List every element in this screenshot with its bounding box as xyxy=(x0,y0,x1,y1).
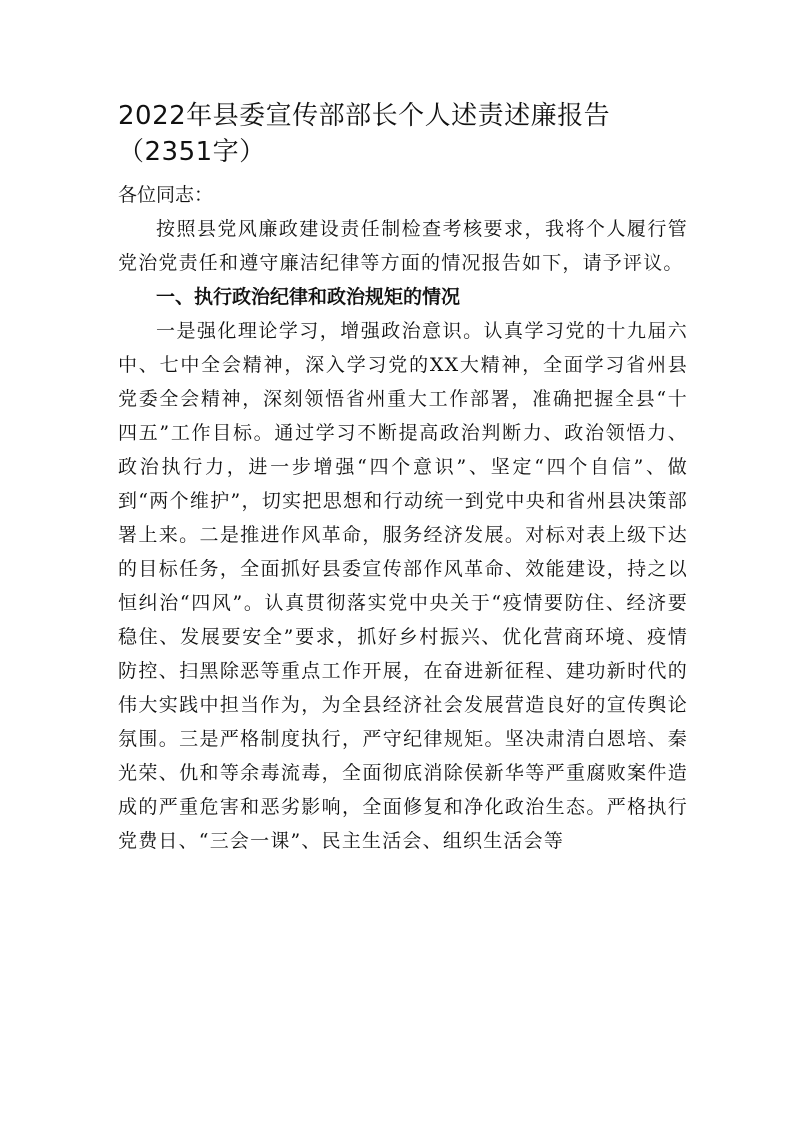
intro-paragraph: 按照县党风廉政建设责任制检查考核要求，我将个人履行管党治党责任和遵守廉洁纪律等方面的情况报告如下，请予评议。 xyxy=(118,218,688,274)
greeting: 各位同志： xyxy=(118,184,214,206)
section-1-heading: 一、执行政治纪律和政治规矩的情况 xyxy=(156,286,461,308)
document-body xyxy=(118,98,688,858)
section-1-paragraph: 一是强化理论学习，增强政治意识。认真学习党的十九届六中、七中全会精神，深入学习党的XX大精神，全面学习省州县党委全会精神，深刻领悟省州重大工作部署，准确把握全县“十四五”工作目标。通过学习不断提高政治判断力、政治领悟力、政治执行力，进一步增强“四个意识”、坚定“四个自信”、做到“两个维护”，切实把思想和行动统一到党中央和省州县决策部署上来。二是推进作风革命，服务经济发展。对标对表上级下达的目标任务，全面抓好县委宣传部作风革命、效能建设，持之以恒纠治“四风”。认真贯彻落实党中央关于“疫情要防住、经济要稳住、发展要安全”要求，抓好乡村振兴、优化营商环境、疫情防控、扫黑除恶等重点工作开展，在奋进新征程、建功新时代的伟大实践中担当作为，为全县经济社会发展营造良好的宣传舆论氛围。三是严格制度执行，严守纪律规矩。坚决肃清白恩培、秦光荣、仇和等余毒流毒，全面彻底消除侯新华等严重腐败案件造成的严重危害和恶劣影响，全面修复和净化政治生态。严格执行党费日、“三会一课”、民主生活会、组织生活会等 xyxy=(118,320,688,852)
document-title: 2022年县委宣传部部长个人述责述廉报告（2351字） xyxy=(118,101,611,167)
